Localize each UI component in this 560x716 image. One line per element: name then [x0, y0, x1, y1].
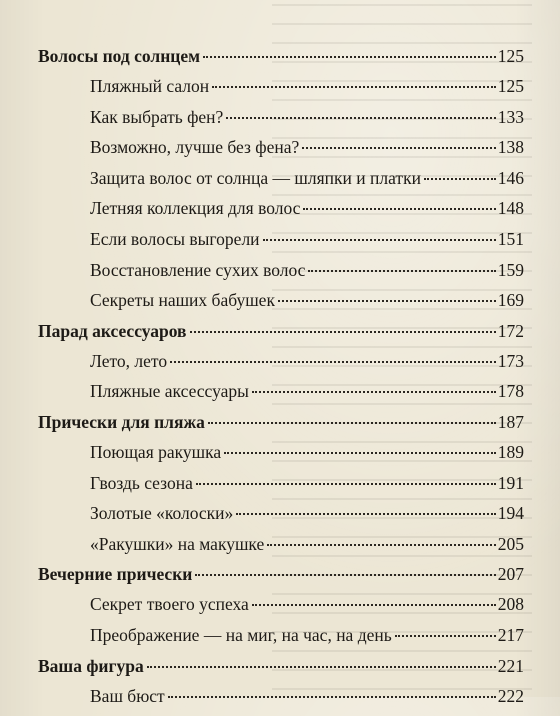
dot-leader — [212, 86, 496, 88]
toc-section-entry — [38, 137, 524, 168]
toc-section-entry — [38, 168, 524, 199]
entry-title: Вечерние прически — [38, 564, 192, 584]
page-number: 138 — [498, 137, 524, 157]
entry-title: Восстановление сухих волос — [90, 260, 305, 280]
toc-chapter-entry — [38, 321, 524, 351]
entry-title: Защита волос от солнца — шляпки и платки — [90, 168, 421, 188]
page-number: 205 — [498, 534, 524, 554]
toc-section-entry — [38, 473, 524, 504]
page-number: 172 — [498, 321, 524, 341]
dot-leader — [303, 208, 495, 210]
entry-title: Преображение — на миг, на час, на день — [90, 625, 392, 645]
dot-leader — [278, 300, 496, 302]
page-number: 169 — [498, 290, 524, 310]
page-number: 125 — [498, 46, 524, 66]
toc-section-entry — [38, 229, 524, 260]
toc-section-entry — [38, 107, 524, 138]
table-of-contents — [38, 46, 524, 716]
page-number: 221 — [498, 656, 524, 676]
entry-title: Ваша фигура — [38, 656, 144, 676]
entry-title: Секреты наших бабушек — [90, 290, 275, 310]
toc-section-entry — [38, 260, 524, 291]
entry-title: Гвоздь сезона — [90, 473, 193, 493]
page-number: 187 — [498, 412, 524, 432]
dot-leader — [302, 147, 495, 149]
page-number: 125 — [498, 76, 524, 96]
entry-title: Поющая ракушка — [90, 442, 221, 462]
toc-section-entry — [38, 534, 524, 565]
page-number: 133 — [498, 107, 524, 127]
dot-leader — [226, 117, 495, 119]
toc-chapter-entry — [38, 564, 524, 594]
dot-leader — [395, 635, 496, 637]
page-number: 217 — [498, 625, 524, 645]
page-number: 208 — [498, 594, 524, 614]
page-number: 191 — [498, 473, 524, 493]
entry-title: Ваш бюст — [90, 686, 165, 706]
entry-title: Парад аксессуаров — [38, 321, 187, 341]
toc-section-entry — [38, 594, 524, 625]
page-number: 194 — [498, 503, 524, 523]
entry-title: Лето, лето — [90, 351, 167, 371]
dot-leader — [424, 178, 496, 180]
entry-title: Секрет твоего успеха — [90, 594, 249, 614]
entry-title: Летняя коллекция для волос — [90, 198, 300, 218]
page-number: 207 — [498, 564, 524, 584]
dot-leader — [267, 544, 495, 546]
toc-chapter-entry — [38, 656, 524, 686]
toc-section-entry — [38, 76, 524, 107]
dot-leader — [203, 56, 496, 58]
dot-leader — [252, 604, 496, 606]
page-number: 148 — [498, 198, 524, 218]
page-number: 189 — [498, 442, 524, 462]
toc-section-entry — [38, 290, 524, 321]
entry-title: Пляжный салон — [90, 76, 209, 96]
dot-leader — [170, 361, 496, 363]
dot-leader — [263, 239, 496, 241]
page-number: 173 — [498, 351, 524, 371]
dot-leader — [190, 331, 496, 333]
entry-title: Пляжные аксессуары — [90, 381, 249, 401]
dot-leader — [196, 483, 496, 485]
page-number: 178 — [498, 381, 524, 401]
toc-section-entry — [38, 442, 524, 473]
dot-leader — [236, 513, 495, 515]
entry-title: Волосы под солнцем — [38, 46, 200, 66]
toc-section-entry — [38, 381, 524, 412]
toc-section-entry — [38, 503, 524, 534]
entry-title: «Ракушки» на макушке — [90, 534, 264, 554]
page-number: 222 — [498, 686, 524, 706]
entry-title: Возможно, лучше без фена? — [90, 137, 299, 157]
toc-section-entry — [38, 686, 524, 716]
page-number: 159 — [498, 260, 524, 280]
entry-title: Если волосы выгорели — [90, 229, 260, 249]
toc-section-entry — [38, 351, 524, 382]
entry-title: Как выбрать фен? — [90, 107, 223, 127]
dot-leader — [224, 452, 496, 454]
page-number: 146 — [498, 168, 524, 188]
dot-leader — [147, 666, 496, 668]
dot-leader — [195, 574, 495, 576]
entry-title: Прически для пляжа — [38, 412, 205, 432]
dot-leader — [308, 270, 495, 272]
toc-chapter-entry — [38, 46, 524, 76]
toc-section-entry — [38, 625, 524, 656]
dot-leader — [208, 422, 496, 424]
toc-section-entry — [38, 198, 524, 229]
page-number: 151 — [498, 229, 524, 249]
entry-title: Золотые «колоски» — [90, 503, 233, 523]
dot-leader — [252, 391, 496, 393]
toc-chapter-entry — [38, 412, 524, 442]
